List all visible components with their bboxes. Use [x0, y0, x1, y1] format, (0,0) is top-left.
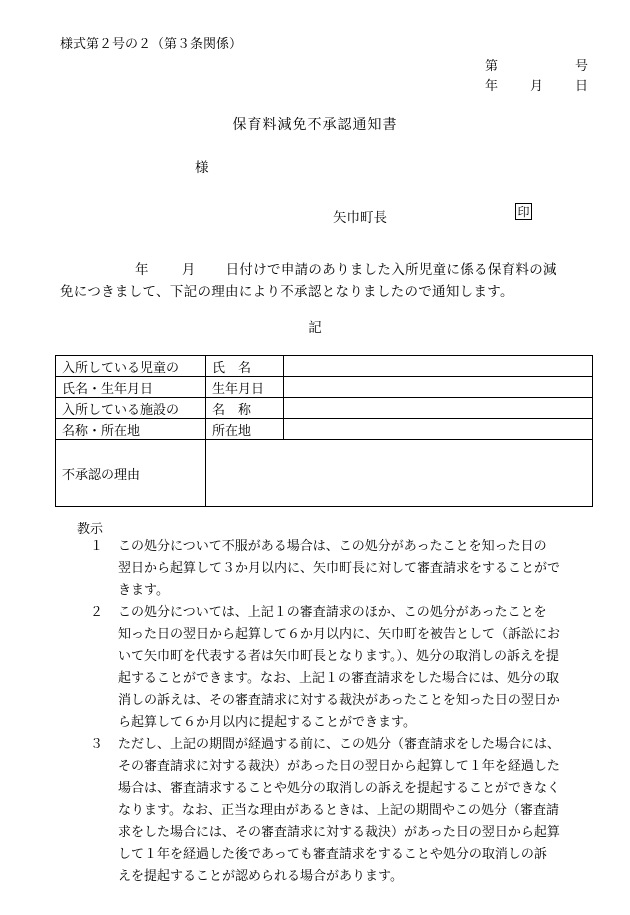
notice-item-1 — [90, 536, 590, 602]
notice-line: ただし、上記の期間が経過する前に、この処分（審査請求をした場合には、 — [118, 737, 561, 752]
body-line-2: 免につきまして、下記の理由により不承認となりましたので通知します。 — [60, 284, 514, 300]
facility-label-1: 入所している施設の — [56, 398, 206, 419]
facility-label-2: 名称・所在地 — [56, 419, 206, 440]
number-prefix: 第 — [485, 59, 499, 74]
seal-mark — [515, 203, 532, 220]
notice-line: して１年を経過した後であっても審査請求をすることや処分の取消しの訴 — [118, 847, 547, 862]
facility-name-label: 名 称 — [206, 398, 284, 419]
body-month: 月 — [181, 262, 196, 278]
notice-item-2 — [90, 602, 590, 734]
date-day: 日 — [575, 79, 589, 94]
child-label-2: 氏名・生年月日 — [56, 377, 206, 398]
notice-line: この処分について不服がある場合は、この処分があったことを知った日の — [118, 539, 547, 554]
form-number: 様式第２号の２（第３条関係） — [60, 37, 243, 52]
date-month: 月 — [530, 79, 544, 94]
birth-field[interactable] — [284, 377, 593, 398]
notice-line: 知った日の翌日から起算して６か月以内に、矢巾町を被告として（訴訟にお — [118, 627, 561, 642]
notice-list — [90, 536, 590, 888]
birth-label: 生年月日 — [206, 377, 284, 398]
address-field[interactable] — [284, 419, 593, 440]
name-field[interactable] — [284, 356, 593, 377]
seal-char: 印 — [517, 205, 530, 219]
ki-heading: 記 — [308, 320, 322, 336]
body-year: 年 — [135, 262, 149, 278]
number-suffix: 号 — [575, 59, 589, 74]
addressee-suffix: 様 — [195, 160, 209, 176]
child-label-1: 入所している児童の — [56, 356, 206, 377]
notice-line: 消しの訴えは、その審査請求に対する裁決があったことを知った日の翌日か — [118, 693, 560, 708]
notice-number: １ — [90, 539, 104, 554]
notice-line: いて矢巾町を代表する者は矢巾町長となります。）、処分の取消しの訴えを提 — [118, 649, 559, 664]
reason-field[interactable] — [206, 440, 593, 507]
notice-number: ３ — [90, 737, 104, 752]
facility-name-field[interactable] — [284, 398, 593, 419]
notice-line: 場合は、審査請求することや処分の取消しの訴えを提起することができなく — [118, 781, 561, 796]
notice-heading: 教示 — [77, 522, 104, 537]
document-title: 保育料減免不承認通知書 — [232, 117, 398, 133]
notice-line: 翌日から起算して３か月以内に、矢巾町長に対して審査請求をすることがで — [118, 561, 561, 576]
notice-line: きます。 — [118, 583, 169, 598]
notice-line: えを提起することが認められる場合があります。 — [118, 869, 403, 884]
address-label: 所在地 — [206, 419, 284, 440]
notice-line: ら起算して６か月以内に提起することができます。 — [118, 715, 416, 730]
notice-line: 求をした場合には、その審査請求に対する裁決）があった日の翌日から起算 — [118, 825, 560, 840]
body-line1-rest: 日付けで申請のありました入所児童に係る保育料の減 — [225, 262, 557, 278]
issuer-name: 矢巾町長 — [333, 210, 387, 226]
name-label: 氏 名 — [206, 356, 284, 377]
reason-label: 不承認の理由 — [56, 440, 206, 507]
notice-number: ２ — [90, 605, 104, 620]
date-year: 年 — [485, 79, 499, 94]
info-table — [55, 355, 593, 507]
notice-line: なります。なお、正当な理由があるときは、上記の期間やこの処分（審査請 — [118, 803, 559, 818]
notice-line: この処分については、上記１の審査請求のほか、この処分があったことを — [118, 605, 547, 620]
notice-line: 起することができます。なお、上記１の審査請求をした場合には、処分の取 — [118, 671, 559, 686]
notice-line: その審査請求に対する裁決）があった日の翌日から起算して１年を経過した — [118, 759, 560, 774]
notice-item-3 — [90, 734, 590, 888]
body-line-1 — [60, 258, 557, 278]
